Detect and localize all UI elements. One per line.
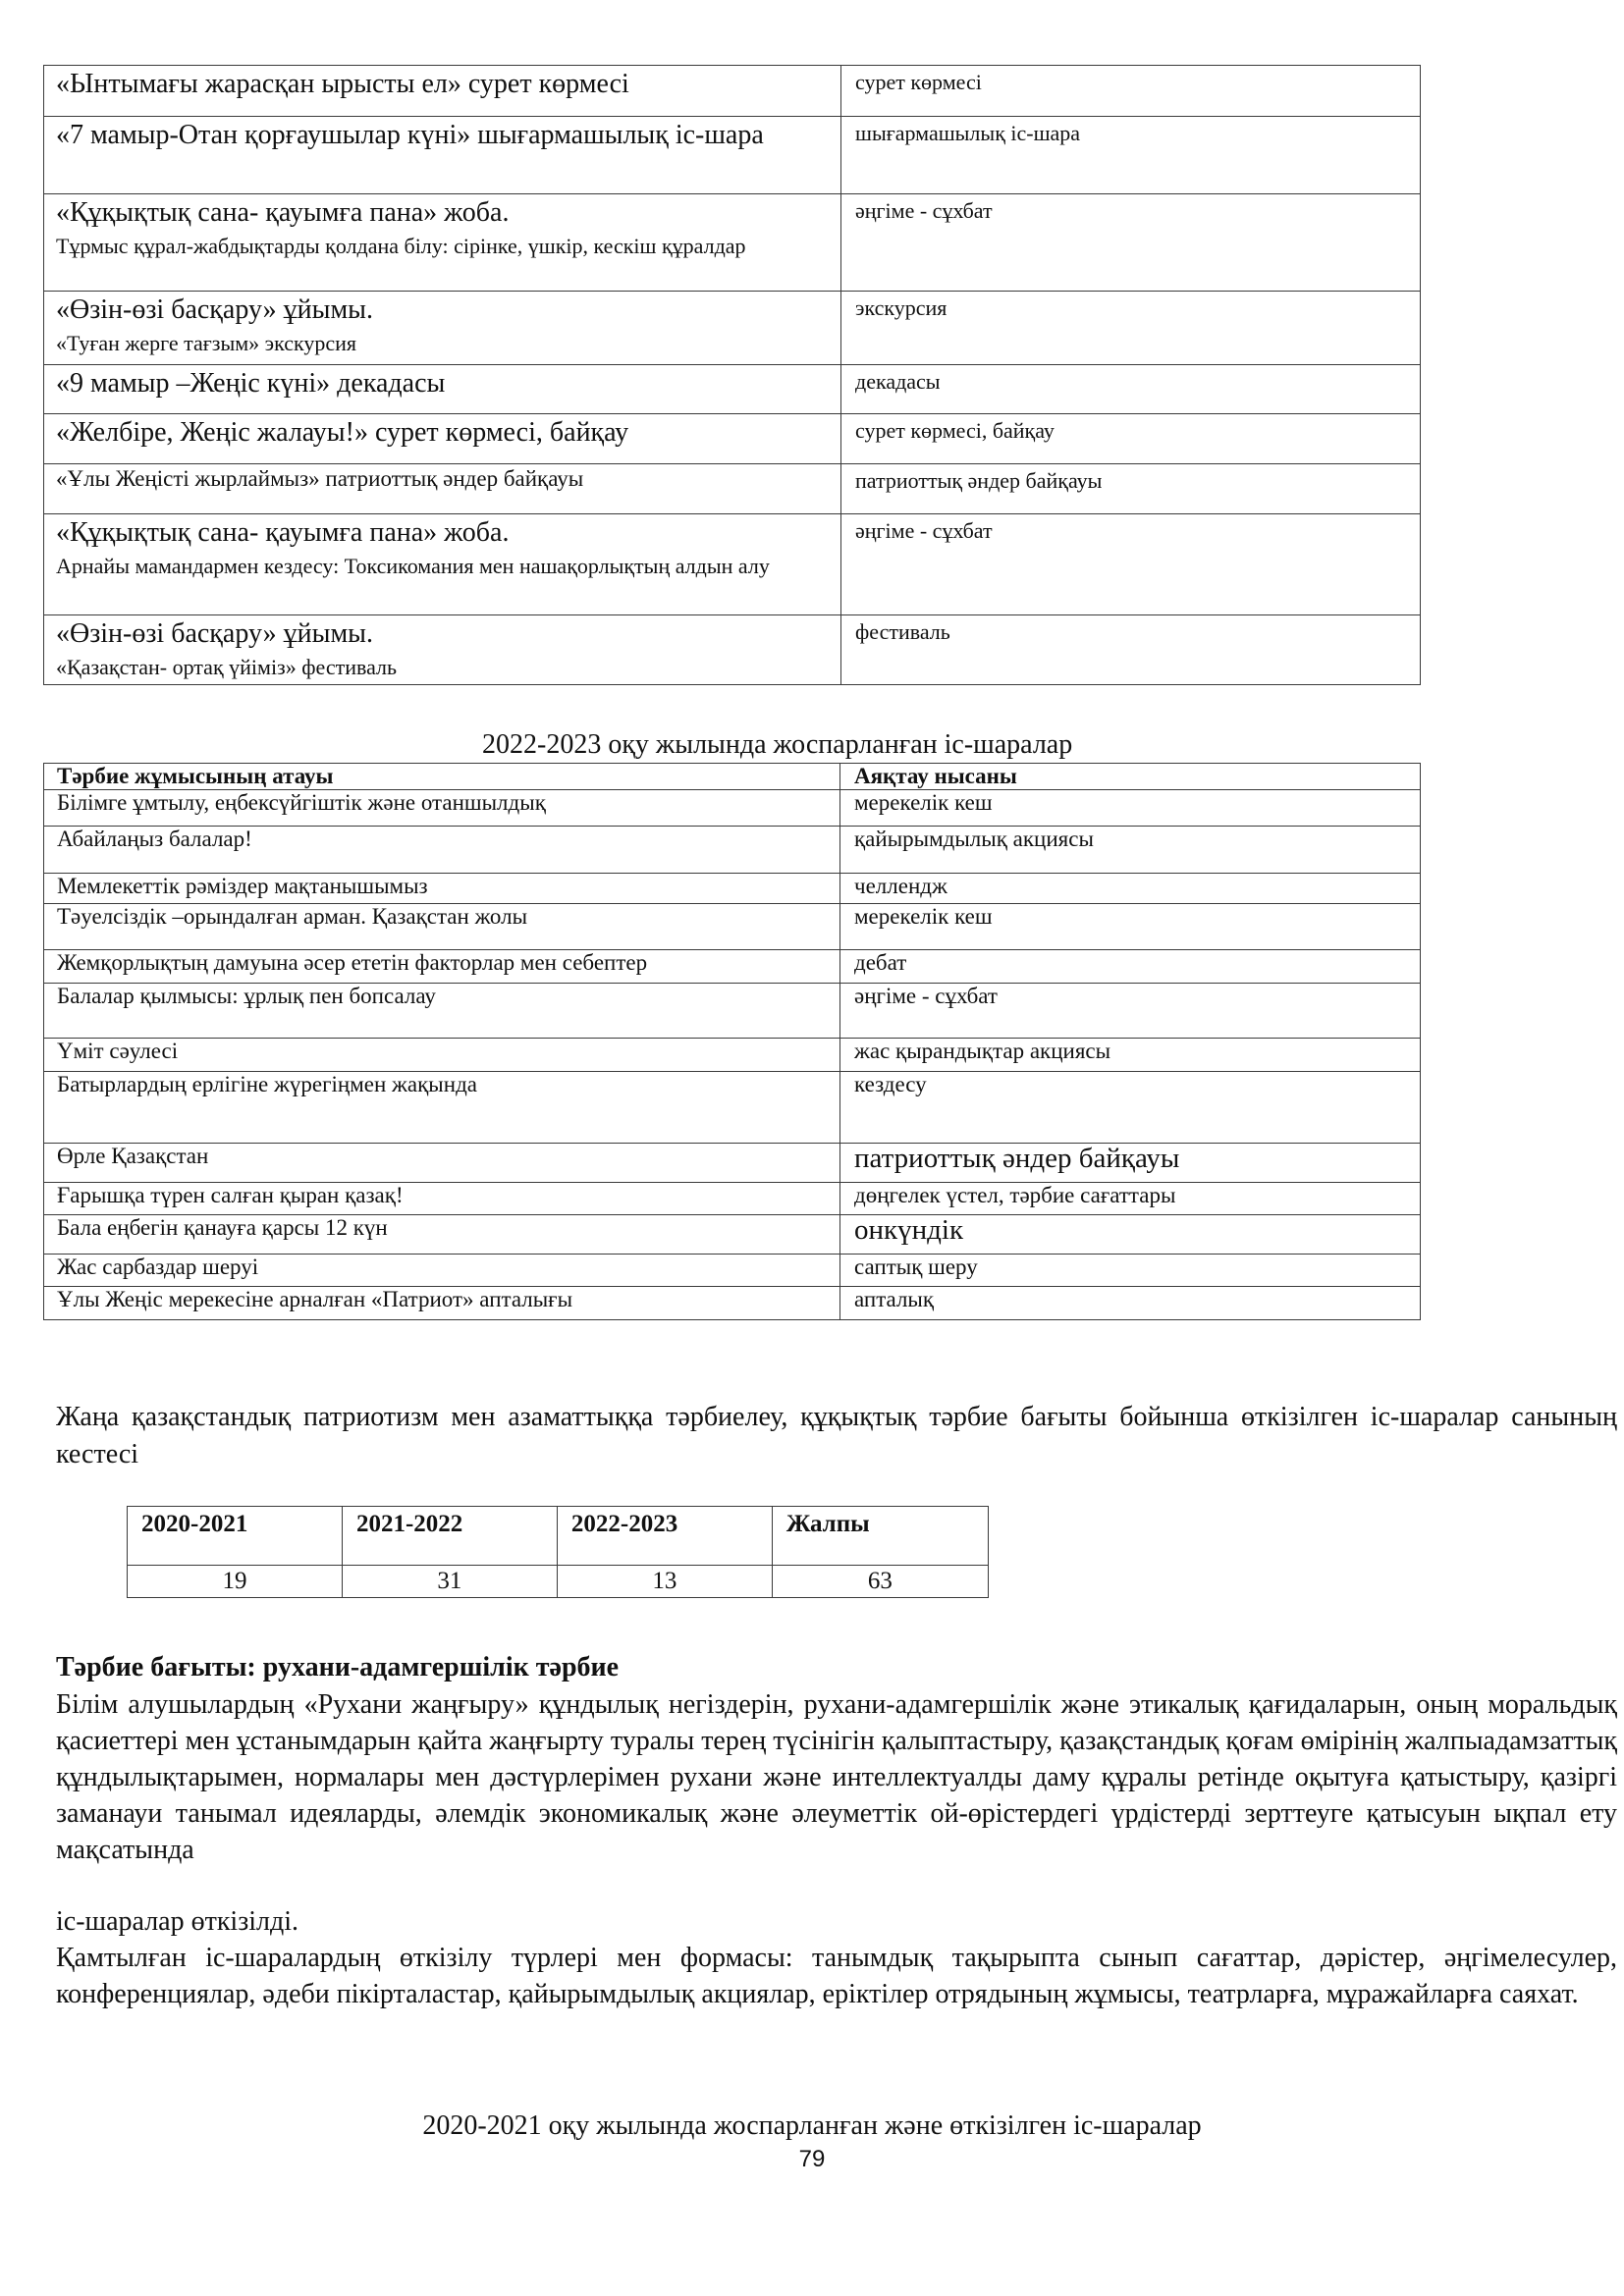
- summary-value-2021-2022: 31: [342, 1566, 557, 1598]
- completion-form-cell: патриоттық әндер байқауы: [840, 1144, 1421, 1183]
- completion-form-cell: мерекелік кеш: [840, 790, 1421, 827]
- completion-form-cell: фестиваль: [841, 615, 1421, 685]
- activity-title: «Ұлы Жеңісті жырлаймыз» патриоттық әндер байқауы: [56, 466, 584, 491]
- activity-subtitle: Тұрмыс құрал-жабдықтарды қолдана білу: сірінке, үшкір, кескіш құралдар: [56, 234, 746, 258]
- column-header-completion-form: Аяқтау нысаны: [840, 764, 1421, 790]
- table-row: [44, 117, 1421, 194]
- activity-name-cell: Батырлардың ерлігіне жүрегіңмен жақында: [44, 1072, 840, 1144]
- completion-form-cell: дөңгелек үстел, тәрбие сағаттары: [840, 1183, 1421, 1215]
- completion-form-cell: әңгіме - сұхбат: [841, 194, 1421, 292]
- summary-value-2020-2021: 19: [128, 1566, 343, 1598]
- summary-header-2022-2023: 2022-2023: [557, 1507, 772, 1566]
- table-row: [44, 514, 1421, 615]
- table-row: [44, 904, 1421, 950]
- table-row: [44, 1215, 1421, 1255]
- completion-form-cell: мерекелік кеш: [840, 904, 1421, 950]
- activity-name-cell: Балалар қылмысы: ұрлық пен бопсалау: [44, 984, 840, 1039]
- completion-form-cell: апталық: [840, 1287, 1421, 1320]
- table-row: [44, 66, 1421, 117]
- table-row: [44, 1072, 1421, 1144]
- table-row: [44, 464, 1421, 514]
- completion-form-cell: сурет көрмесі: [841, 66, 1421, 117]
- completion-form-cell: жас қырандықтар акциясы: [840, 1039, 1421, 1072]
- completion-form-cell: онкүндік: [840, 1215, 1421, 1255]
- summary-value-total: 63: [772, 1566, 988, 1598]
- table-row: [44, 827, 1421, 874]
- table-row: [44, 1287, 1421, 1320]
- completion-form-cell: декадасы: [841, 365, 1421, 414]
- next-table-caption: 2020-2021 оқу жылында жоспарланған және өткізілген іс-шаралар: [422, 2110, 1202, 2141]
- activity-title: «9 мамыр –Жеңіс күні» декадасы: [56, 368, 446, 399]
- table-row: [44, 292, 1421, 365]
- activity-subtitle: Арнайы мамандармен кездесу: Токсикомания мен нашақорлықтың алдын алу: [56, 554, 770, 578]
- table-row: [44, 365, 1421, 414]
- activity-name-cell: [44, 464, 841, 514]
- column-header-activity-name: Тәрбие жұмысының атауы: [44, 764, 840, 790]
- completion-form-cell: қайырымдылық акциясы: [840, 827, 1421, 874]
- completion-form-cell: саптық шеру: [840, 1255, 1421, 1287]
- activity-title: «Құқықтық сана- қауымға пана» жоба.: [56, 197, 510, 228]
- section-heading: Тәрбие бағыты: рухани-адамгершілік тәрбие: [56, 1652, 620, 1682]
- activity-title: «Құқықтық сана- қауымға пана» жоба.: [56, 517, 510, 548]
- activity-name-cell: [44, 414, 841, 464]
- summary-header-row: [128, 1507, 989, 1566]
- table-row: [44, 1255, 1421, 1287]
- section-paragraph-1: Білім алушылардың «Рухани жаңғыру» құндылық негіздерін, рухани-адамгершілік және этикалық қағидаларын, оның моральдық қасиеттері мен ұстанымдарын қайта жаңғырту туралы терең түсінігін қалыптастыру, қазақстандық қоғам өмірінің жалпыадамзаттық құндылықтарымен, нормалары мен дәстүрлерімен рухани және интеллектуалды даму құралы ретінде оқытуға қатыстыру, қазіргі заманауи танымал идеяларды, әлемдік экономикалық және әлеуметтік ой-өрістердегі үрдістерді зерттеуге қатысуын ықпал ету мақсатында: [56, 1689, 1617, 1865]
- activity-name-cell: Жас сарбаздар шеруі: [44, 1255, 840, 1287]
- table-row: [44, 615, 1421, 685]
- table-row: [44, 950, 1421, 984]
- activity-name-cell: Бала еңбегін қанауға қарсы 12 күн: [44, 1215, 840, 1255]
- completion-form-cell: шығармашылық іс-шара: [841, 117, 1421, 194]
- section-paragraph-2: Қамтылған іс-шаралардың өткізілу түрлері мен формасы: танымдық тақырыпта сынып сағаттар, дәрістер, әңгімелесулер, конференциялар, әдеби пікірталастар, қайырымдылық акциялар, еріктілер отрядының жұмысы, театрларға, мұражайларға саяхат.: [56, 1943, 1617, 2009]
- table-row: [44, 1144, 1421, 1183]
- activity-name-cell: [44, 117, 841, 194]
- activity-name-cell: [44, 514, 841, 615]
- completion-form-cell: экскурсия: [841, 292, 1421, 365]
- activity-name-cell: [44, 615, 841, 685]
- activity-name-cell: Жемқорлықтың дамуына әсер ететін факторлар мен себептер: [44, 950, 840, 984]
- completion-form-cell: әңгіме - сұхбат: [841, 514, 1421, 615]
- section-paragraph-1-end: іс-шаралар өткізілді.: [56, 1906, 299, 1937]
- completion-form-cell: патриоттық әндер байқауы: [841, 464, 1421, 514]
- completion-form-cell: челлендж: [840, 874, 1421, 904]
- activity-name-cell: Білімге ұмтылу, еңбексүйгіштік және отаншылдық: [44, 790, 840, 827]
- activity-name-cell: Ұлы Жеңіс мерекесіне арналған «Патриот» апталығы: [44, 1287, 840, 1320]
- activity-name-cell: Ғарышқа түрен салған қыран қазақ!: [44, 1183, 840, 1215]
- events-table-2022-2023: [43, 763, 1421, 1320]
- summary-header-2021-2022: 2021-2022: [342, 1507, 557, 1566]
- activity-name-cell: Мемлекеттік рәміздер мақтанышымыз: [44, 874, 840, 904]
- activity-title: «7 мамыр-Отан қорғаушылар күні» шығармашылық іс-шара: [56, 120, 764, 150]
- summary-header-total: Жалпы: [772, 1507, 988, 1566]
- activity-subtitle: «Қазақстан- ортақ үйіміз» фестиваль: [56, 655, 398, 679]
- table-row: [44, 874, 1421, 904]
- activity-name-cell: Үміт сәулесі: [44, 1039, 840, 1072]
- page-number: 79: [798, 2146, 826, 2172]
- table-row: [44, 1183, 1421, 1215]
- summary-intro-text: Жаңа қазақстандық патриотизм мен азаматтыққа тәрбиелеу, құқықтық тәрбие бағыты бойынша өткізілген іс-шаралар санының кестесі: [56, 1402, 1617, 1469]
- summary-header-2020-2021: 2020-2021: [128, 1507, 343, 1566]
- activity-name-cell: Өрле Қазақстан: [44, 1144, 840, 1183]
- events-table-previous: [43, 65, 1421, 685]
- activity-name-cell: Абайлаңыз балалар!: [44, 827, 840, 874]
- activity-name-cell: Тәуелсіздік –орындалған арман. Қазақстан жолы: [44, 904, 840, 950]
- activity-title: «Ынтымағы жарасқан ырысты ел» сурет көрмесі: [56, 69, 629, 99]
- table-row: [44, 790, 1421, 827]
- table-row: [44, 984, 1421, 1039]
- table-row: [44, 414, 1421, 464]
- summary-value-2022-2023: 13: [557, 1566, 772, 1598]
- activity-title: «Желбіре, Жеңіс жалауы!» сурет көрмесі, байқау: [56, 417, 629, 448]
- completion-form-cell: сурет көрмесі, байқау: [841, 414, 1421, 464]
- activity-title: «Өзін-өзі басқару» ұйымы.: [56, 294, 373, 325]
- activity-name-cell: [44, 292, 841, 365]
- table-row: [44, 194, 1421, 292]
- summary-values-row: [128, 1566, 989, 1598]
- completion-form-cell: әңгіме - сұхбат: [840, 984, 1421, 1039]
- completion-form-cell: кездесу: [840, 1072, 1421, 1144]
- table-row: [44, 1039, 1421, 1072]
- activity-title: «Өзін-өзі басқару» ұйымы.: [56, 618, 373, 649]
- activity-name-cell: [44, 66, 841, 117]
- activity-name-cell: [44, 365, 841, 414]
- table-header-row: [44, 764, 1421, 790]
- activity-subtitle: «Туған жерге тағзым» экскурсия: [56, 331, 357, 355]
- table-2022-2023-caption: 2022-2023 оқу жылында жоспарланған іс-шаралар: [482, 729, 1073, 760]
- activity-name-cell: [44, 194, 841, 292]
- events-count-summary-table: [127, 1506, 989, 1598]
- completion-form-cell: дебат: [840, 950, 1421, 984]
